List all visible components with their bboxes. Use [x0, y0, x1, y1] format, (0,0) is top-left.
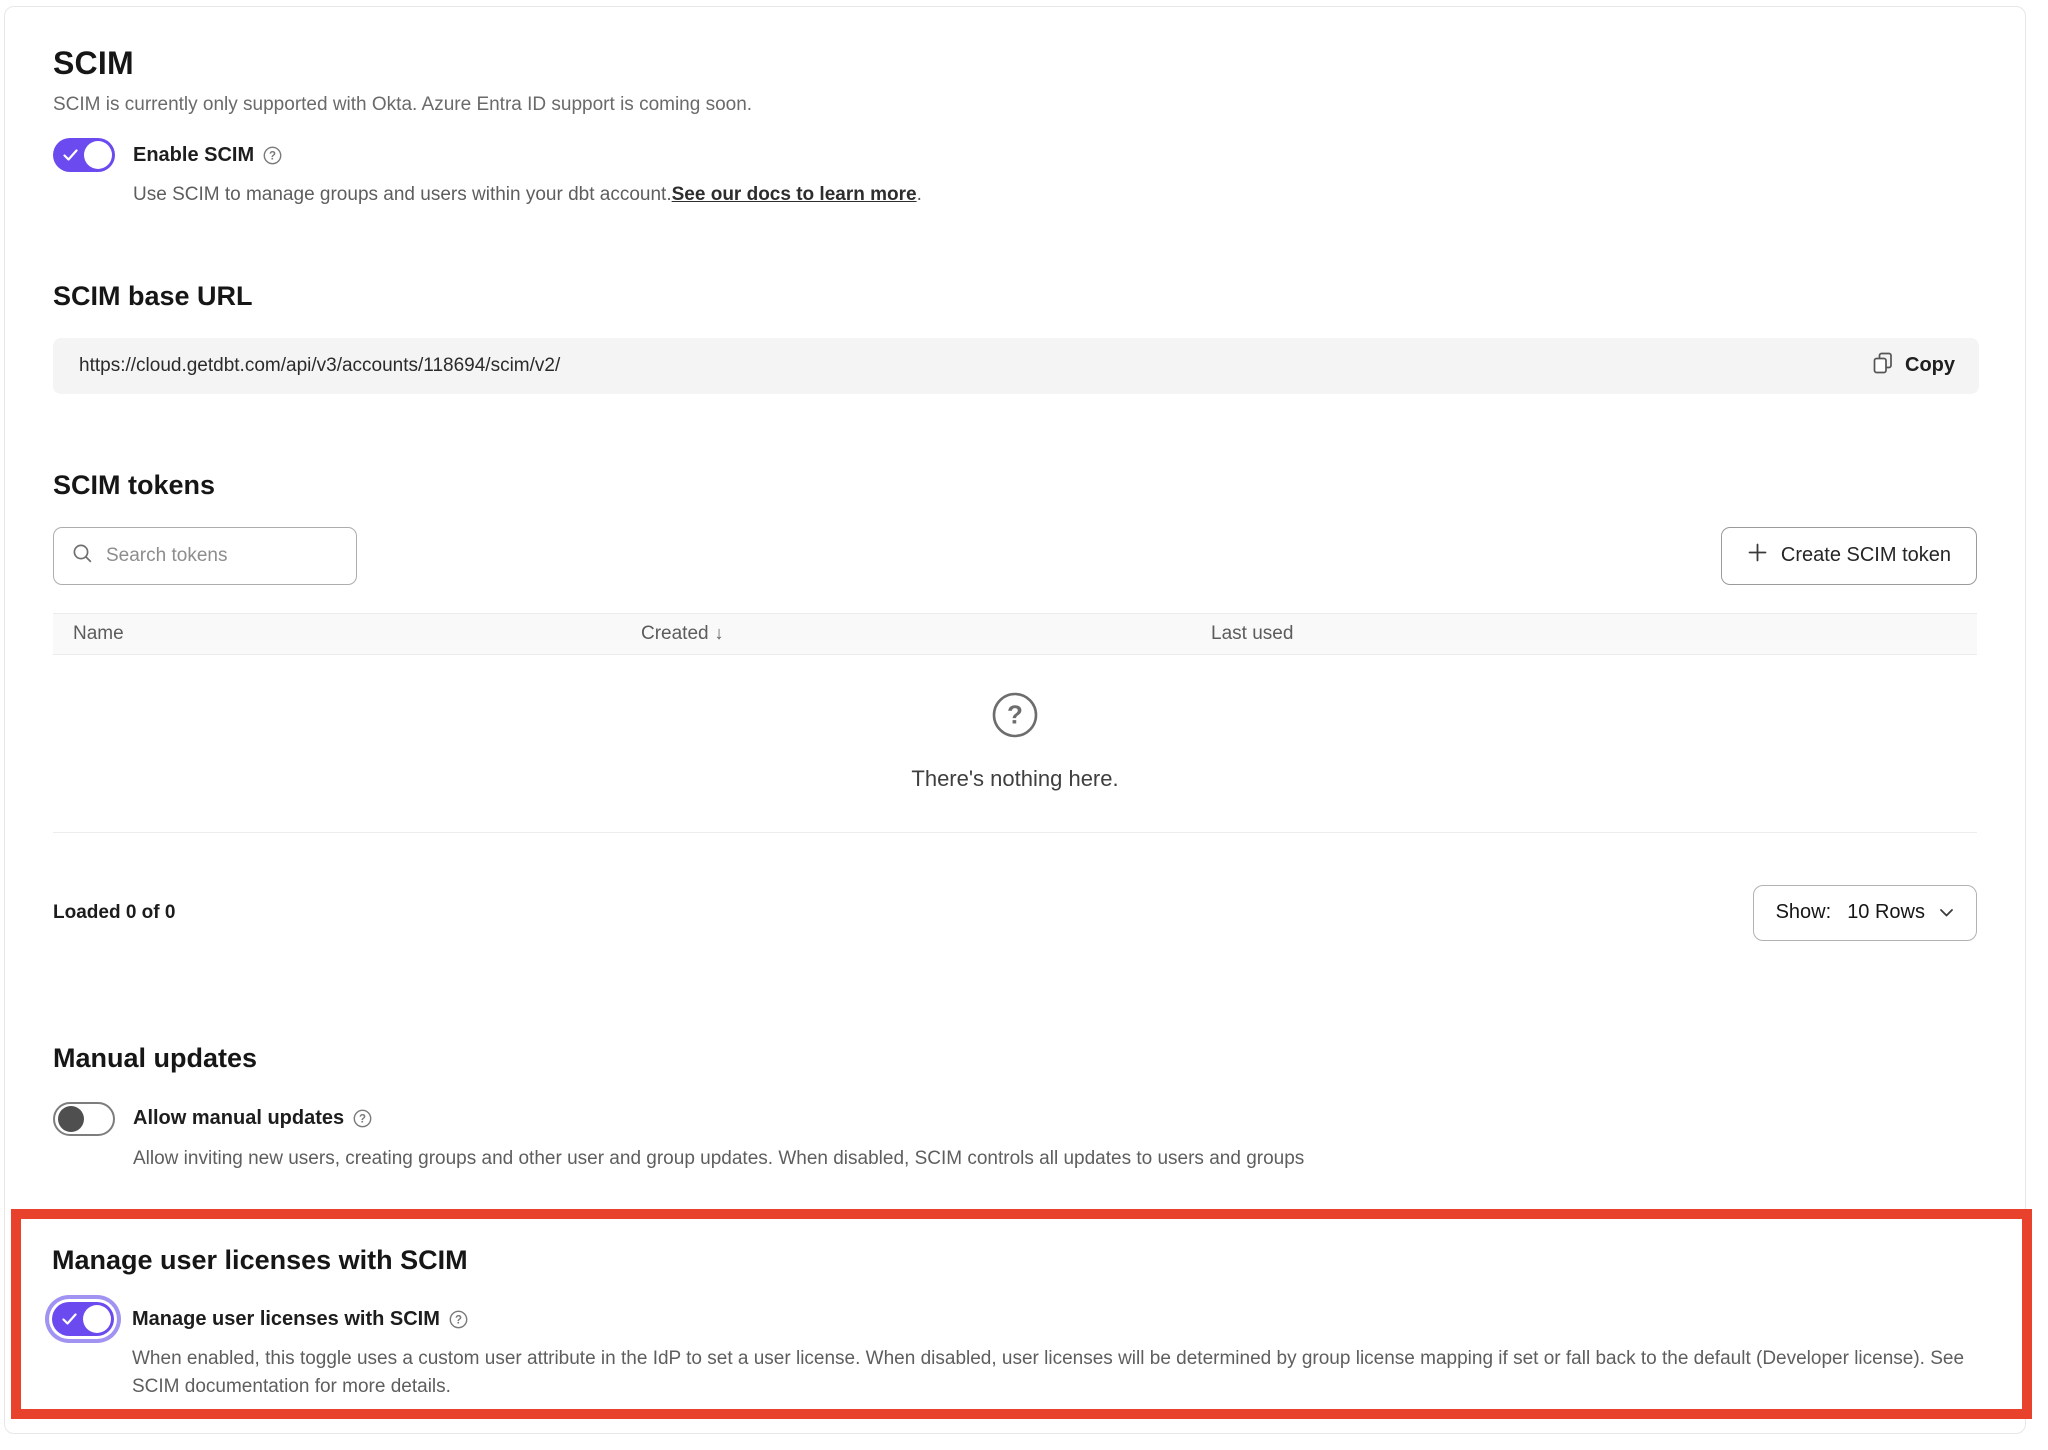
scim-base-url-bar — [53, 338, 1979, 394]
empty-state-text: There's nothing here. — [911, 765, 1119, 791]
copy-button[interactable] — [1872, 351, 1955, 381]
toggle-knob — [83, 1305, 111, 1333]
check-icon — [63, 148, 78, 166]
copy-button-label: Copy — [1905, 354, 1955, 377]
base-url-title: SCIM base URL — [53, 280, 253, 311]
column-name-label: Name — [73, 622, 124, 644]
show-rows-select[interactable] — [1753, 885, 1977, 941]
question-circle-icon — [991, 691, 1039, 744]
chevron-down-icon — [1939, 901, 1954, 924]
search-tokens-box[interactable] — [53, 527, 357, 585]
column-header-name[interactable] — [73, 623, 641, 645]
allow-manual-updates-toggle[interactable] — [53, 1102, 115, 1136]
svg-text:?: ? — [269, 150, 277, 162]
search-icon — [72, 543, 93, 569]
check-icon — [62, 1312, 77, 1330]
toggle-knob — [58, 1106, 84, 1132]
svg-text:?: ? — [1007, 699, 1023, 730]
show-rows-value: 10 Rows — [1847, 901, 1925, 924]
show-rows-label: Show: — [1775, 901, 1832, 924]
settings-card — [4, 6, 2026, 1434]
tokens-table-header — [53, 613, 1977, 655]
question-circle-icon[interactable] — [449, 1310, 468, 1329]
enable-scim-label-text: Enable SCIM — [133, 143, 255, 166]
create-scim-token-button[interactable] — [1721, 527, 1977, 585]
column-created-label: Created — [641, 622, 709, 644]
enable-scim-description-suffix: . — [916, 184, 922, 205]
tokens-title: SCIM tokens — [53, 469, 216, 500]
scim-base-url-value: https://cloud.getdbt.com/api/v3/accounts/118694/scim/v2/ — [79, 354, 561, 376]
column-header-created[interactable] — [641, 623, 1211, 645]
manage-licenses-toggle[interactable] — [52, 1302, 114, 1336]
manage-licenses-description: When enabled, this toggle uses a custom user attribute in the IdP to set a user license. When disabled, user licenses will be determined by group license mapping if set or fall back to the default (Developer license). See SCIM documentation for more details. — [132, 1348, 1965, 1397]
sort-desc-icon: ↓ — [714, 623, 724, 644]
enable-scim-label — [133, 144, 282, 167]
manage-licenses-label-text: Manage user licenses with SCIM — [132, 1307, 440, 1330]
allow-manual-updates-description: Allow inviting new users, creating groups and other user and group updates. When disabled, SCIM controls all updates to users and groups — [133, 1147, 1305, 1169]
search-tokens-input[interactable] — [106, 545, 338, 567]
allow-manual-updates-label — [133, 1107, 372, 1130]
column-last-used-label: Last used — [1211, 622, 1294, 644]
question-circle-icon[interactable] — [263, 146, 282, 165]
plus-icon — [1747, 542, 1768, 569]
svg-text:?: ? — [454, 1314, 462, 1327]
allow-manual-updates-label-text: Allow manual updates — [133, 1107, 345, 1130]
loaded-count-text: Loaded 0 of 0 — [53, 901, 176, 923]
page-subtitle: SCIM is currently only supported with Okta. Azure Entra ID support is coming soon. — [53, 94, 753, 115]
table-bottom-divider — [53, 832, 1977, 833]
enable-scim-description — [133, 181, 1977, 209]
docs-link[interactable]: See our docs to learn more — [671, 184, 917, 205]
enable-scim-toggle[interactable] — [53, 138, 115, 172]
svg-text:?: ? — [359, 1113, 367, 1126]
question-circle-icon[interactable] — [353, 1109, 372, 1128]
manual-updates-title: Manual updates — [53, 1042, 258, 1073]
copy-icon — [1872, 351, 1894, 381]
manage-licenses-title: Manage user licenses with SCIM — [52, 1245, 468, 1276]
tokens-empty-state — [53, 655, 1977, 832]
create-scim-token-label: Create SCIM token — [1780, 544, 1951, 567]
manage-licenses-label — [132, 1308, 468, 1331]
page-title: SCIM — [53, 45, 134, 81]
highlight-annotation-box — [11, 1209, 2032, 1419]
column-header-last-used[interactable] — [1211, 623, 1977, 645]
enable-scim-description-text: Use SCIM to manage groups and users within your dbt account. — [133, 184, 672, 205]
toggle-knob — [84, 141, 112, 169]
